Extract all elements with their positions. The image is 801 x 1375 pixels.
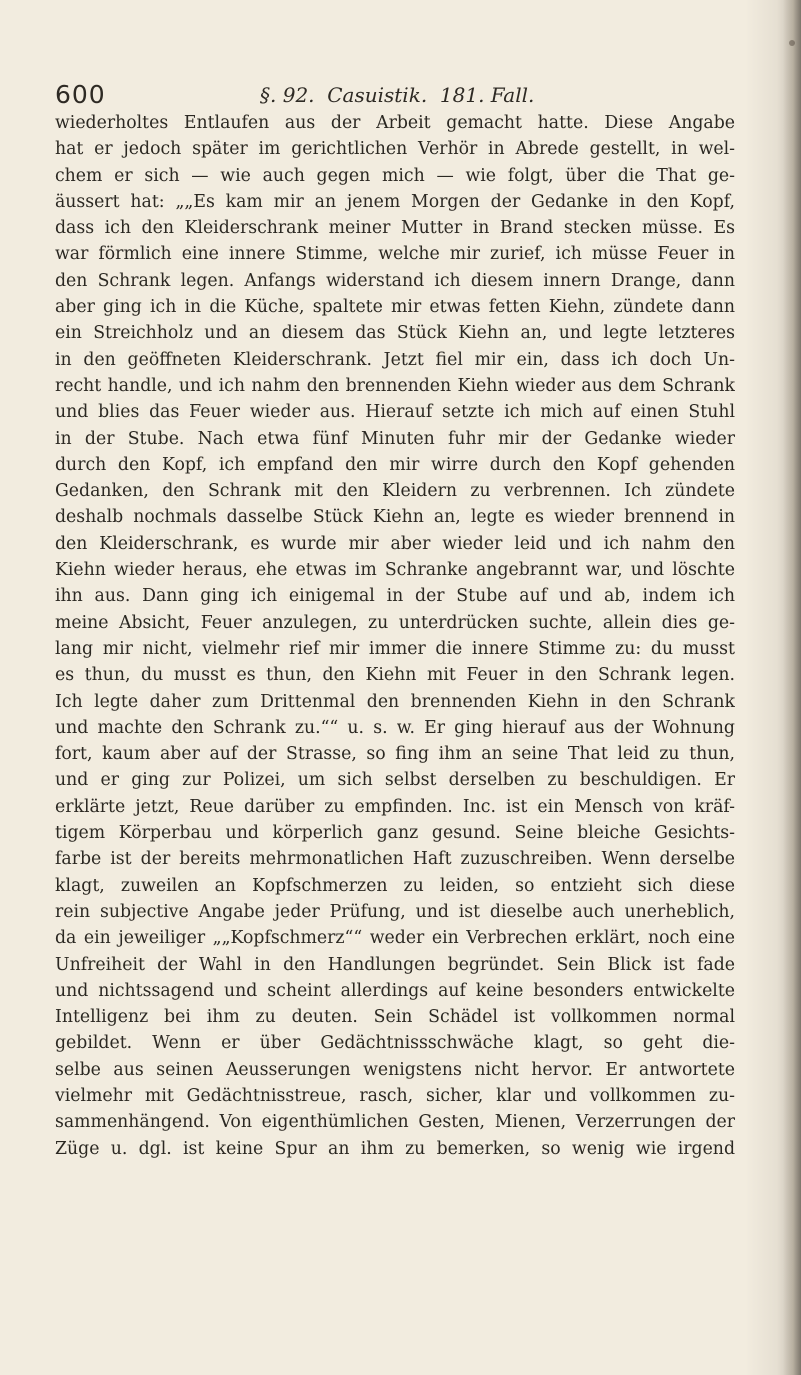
- text-line: war förmlich eine innere Stimme, welche mir zurief, ich müsse Feuer in: [55, 244, 735, 265]
- text-line: und er ging zur Polizei, um sich selbst derselben zu beschuldigen. Er: [55, 770, 735, 791]
- text-line: recht handle, und ich nahm den brennenden Kiehn wieder aus dem Schrank: [55, 375, 735, 396]
- text-line: erklärte jetzt, Reue darüber zu empfinden. Inc. ist ein Mensch von kräf-: [55, 796, 735, 817]
- text-line: äussert hat: „„Es kam mir an jenem Morgen der Gedanke in den Kopf,: [55, 191, 735, 212]
- text-line: in den geöffneten Kleiderschrank. Jetzt fiel mir ein, dass ich doch Un-: [55, 349, 735, 370]
- text-line: in der Stube. Nach etwa fünf Minuten fuhr mir der Gedanke wieder: [55, 428, 735, 449]
- text-line: vielmehr mit Gedächtnisstreue, rasch, sicher, klar und vollkommen zu-: [55, 1085, 735, 1106]
- text-line: farbe ist der bereits mehrmonatlichen Haft zuzuschreiben. Wenn derselbe: [55, 849, 735, 870]
- text-line: Intelligenz bei ihm zu deuten. Sein Schädel ist vollkommen normal: [55, 1007, 735, 1028]
- text-line: lang mir nicht, vielmehr rief mir immer die innere Stimme zu: du musst: [55, 638, 735, 659]
- text-line: klagt, zuweilen an Kopfschmerzen zu leiden, so entzieht sich diese: [55, 875, 735, 896]
- text-line: und nichtssagend und scheint allerdings auf keine besonders entwickelte: [55, 980, 735, 1001]
- text-line: Kiehn wieder heraus, ehe etwas im Schranke angebrannt war, und löschte: [55, 560, 735, 581]
- text-line: ihn aus. Dann ging ich einigemal in der Stube auf und ab, indem ich: [55, 586, 735, 607]
- text-line: selbe aus seinen Aeusserungen wenigstens nicht hervor. Er antwortete: [55, 1059, 735, 1080]
- body-text: [55, 110, 735, 1162]
- text-line: chem er sich — wie auch gegen mich — wie folgt, über die That ge-: [55, 165, 735, 186]
- text-line: Gedanken, den Schrank mit den Kleidern zu verbrennen. Ich zündete: [55, 481, 735, 502]
- text-line: durch den Kopf, ich empfand den mir wirre durch den Kopf gehenden: [55, 454, 735, 475]
- text-line: deshalb nochmals dasselbe Stück Kiehn an, legte es wieder brennend in: [55, 507, 735, 528]
- text-line: rein subjective Angabe jeder Prüfung, und ist dieselbe auch unerheblich,: [55, 901, 735, 922]
- text-line: und blies das Feuer wieder aus. Hierauf setzte ich mich auf einen Stuhl: [55, 402, 735, 423]
- text-line: hat er jedoch später im gerichtlichen Verhör in Abrede gestellt, in wel-: [55, 139, 735, 160]
- text-line: gebildet. Wenn er über Gedächtnissschwäche klagt, so geht die-: [55, 1033, 735, 1054]
- page-edge-shadow: [783, 0, 801, 1375]
- page-number: 600: [55, 80, 106, 109]
- text-line: ein Streichholz und an diesem das Stück Kiehn an, und legte letzteres: [55, 323, 735, 344]
- text-line: fort, kaum aber auf der Strasse, so fing ihm an seine That leid zu thun,: [55, 744, 735, 765]
- text-line: den Schrank legen. Anfangs widerstand ich diesem innern Drange, dann: [55, 270, 735, 291]
- text-line: sammenhängend. Von eigenthümlichen Gesten, Mienen, Verzerrungen der: [55, 1112, 735, 1133]
- text-line: und machte den Schrank zu.““ u. s. w. Er ging hierauf aus der Wohnung: [55, 717, 735, 738]
- text-line: Züge u. dgl. ist keine Spur an ihm zu bemerken, so wenig wie irgend: [55, 1138, 735, 1159]
- text-line: es thun, du musst es thun, den Kiehn mit Feuer in den Schrank legen.: [55, 665, 735, 686]
- text-line: aber ging ich in die Küche, spaltete mir etwas fetten Kiehn, zündete dann: [55, 297, 735, 318]
- text-line: da ein jeweiliger „„Kopfschmerz““ weder ein Verbrechen erklärt, noch eine: [55, 928, 735, 949]
- text-line: dass ich den Kleiderschrank meiner Mutter in Brand stecken müsse. Es: [55, 218, 735, 239]
- text-line: meine Absicht, Feuer anzulegen, zu unterdrücken suchte, allein dies ge-: [55, 612, 735, 633]
- text-line: wiederholtes Entlaufen aus der Arbeit gemacht hatte. Diese Angabe: [55, 113, 735, 133]
- text-line: Unfreiheit der Wahl in den Handlungen begründet. Sein Blick ist fade: [55, 954, 735, 975]
- text-line: den Kleiderschrank, es wurde mir aber wieder leid und ich nahm den: [55, 533, 735, 554]
- text-line: Ich legte daher zum Drittenmal den brennenden Kiehn in den Schrank: [55, 691, 735, 712]
- text-line: tigem Körperbau und körperlich ganz gesund. Seine bleiche Gesichts-: [55, 823, 735, 844]
- running-head-title: §. 92. Casuistik. 181. Fall.: [260, 83, 535, 107]
- page-edge-mark: [789, 40, 795, 46]
